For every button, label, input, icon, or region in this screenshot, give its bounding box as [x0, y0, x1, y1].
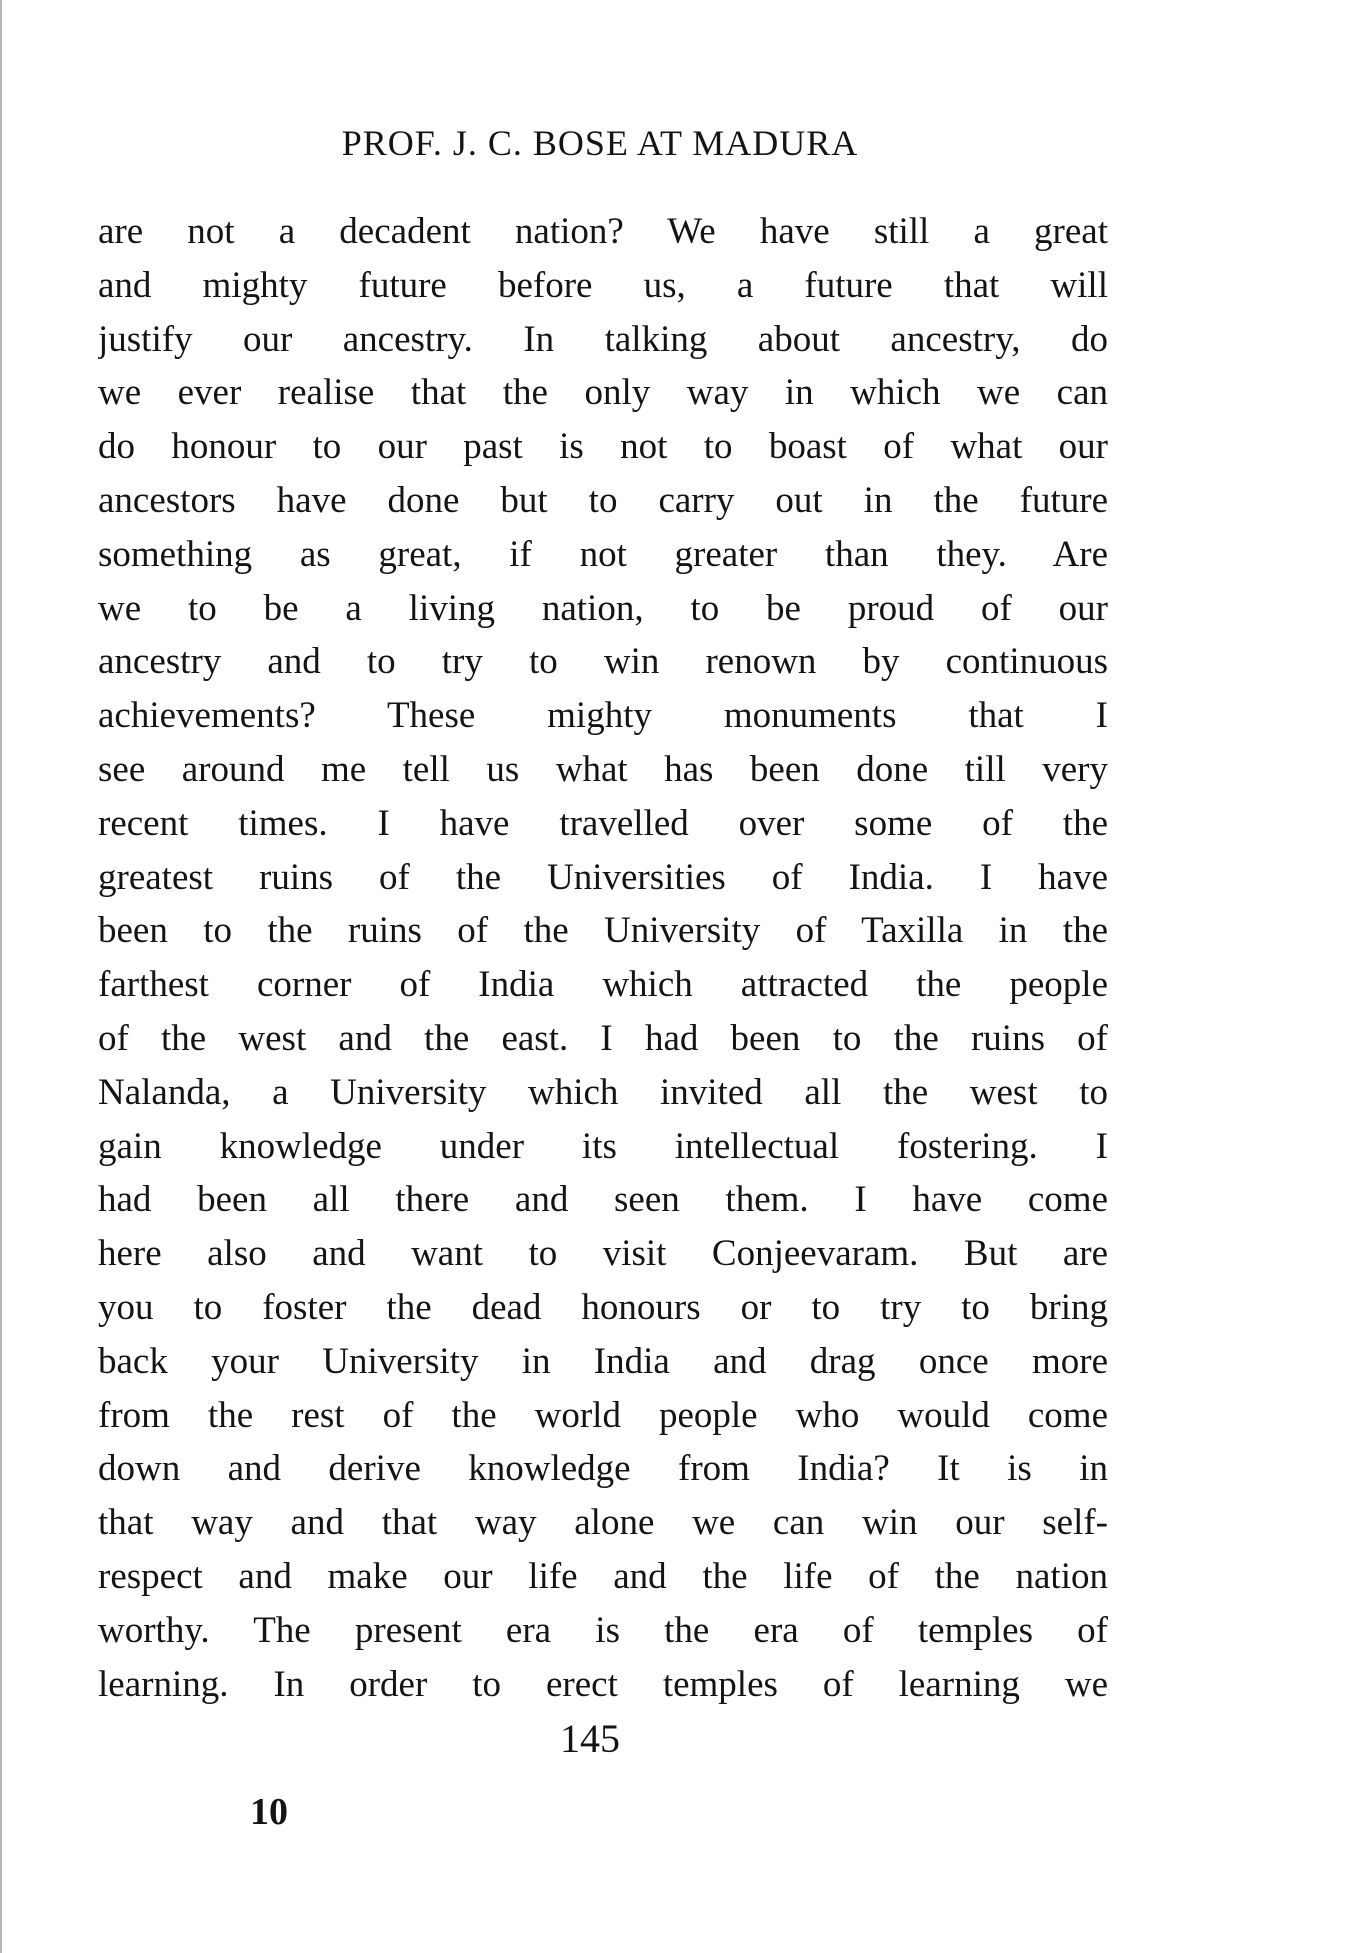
- page-number: 145: [560, 1716, 620, 1761]
- text-line: greatest ruins of the Universities of India. I have: [98, 856, 1108, 898]
- text-line: learning. In order to erect temples of learning we: [98, 1663, 1108, 1705]
- text-line: had been all there and seen them. I have come: [98, 1179, 1108, 1221]
- text-line: worthy. The present era is the era of temples of: [98, 1609, 1108, 1651]
- text-line: back your University in India and drag once more: [98, 1340, 1108, 1382]
- text-line: gain knowledge under its intellectual fostering. I: [98, 1125, 1108, 1167]
- text-line: that way and that way alone we can win our self-: [98, 1502, 1108, 1544]
- text-line: recent times. I have travelled over some of the: [98, 802, 1108, 844]
- running-header: PROF. J. C. BOSE AT MADURA: [341, 123, 859, 163]
- text-line: farthest corner of India which attracted the people: [98, 964, 1108, 1006]
- text-line: ancestry and to try to win renown by continuous: [98, 641, 1108, 683]
- page-left-edge: [0, 0, 8, 1953]
- text-line: been to the ruins of the University of Taxilla in the: [98, 910, 1108, 952]
- body-text: [98, 205, 1108, 1711]
- text-line: here also and want to visit Conjeevaram. But are: [98, 1233, 1108, 1275]
- text-line: down and derive knowledge from India? It is in: [98, 1448, 1108, 1490]
- text-line: we ever realise that the only way in which we can: [98, 372, 1108, 414]
- text-line: respect and make our life and the life of the nation: [98, 1555, 1108, 1597]
- text-line: and mighty future before us, a future that will: [98, 264, 1108, 306]
- text-line: from the rest of the world people who would come: [98, 1394, 1108, 1436]
- text-line: of the west and the east. I had been to the ruins of: [98, 1017, 1108, 1059]
- text-line: you to foster the dead honours or to try to bring: [98, 1286, 1108, 1328]
- text-line: achievements? These mighty monuments that I: [98, 695, 1108, 737]
- text-line: something as great, if not greater than they. Are: [98, 533, 1108, 575]
- text-line: we to be a living nation, to be proud of our: [98, 587, 1108, 629]
- text-line: justify our ancestry. In talking about ancestry, do: [98, 318, 1108, 360]
- text-line: see around me tell us what has been done till very: [98, 748, 1108, 790]
- text-line: ancestors have done but to carry out in the future: [98, 479, 1108, 521]
- text-line: do honour to our past is not to boast of what our: [98, 426, 1108, 468]
- text-line: are not a decadent nation? We have still a great: [98, 211, 1108, 252]
- text-line: Nalanda, a University which invited all the west to: [98, 1071, 1108, 1113]
- signature-mark: 10: [250, 1791, 288, 1833]
